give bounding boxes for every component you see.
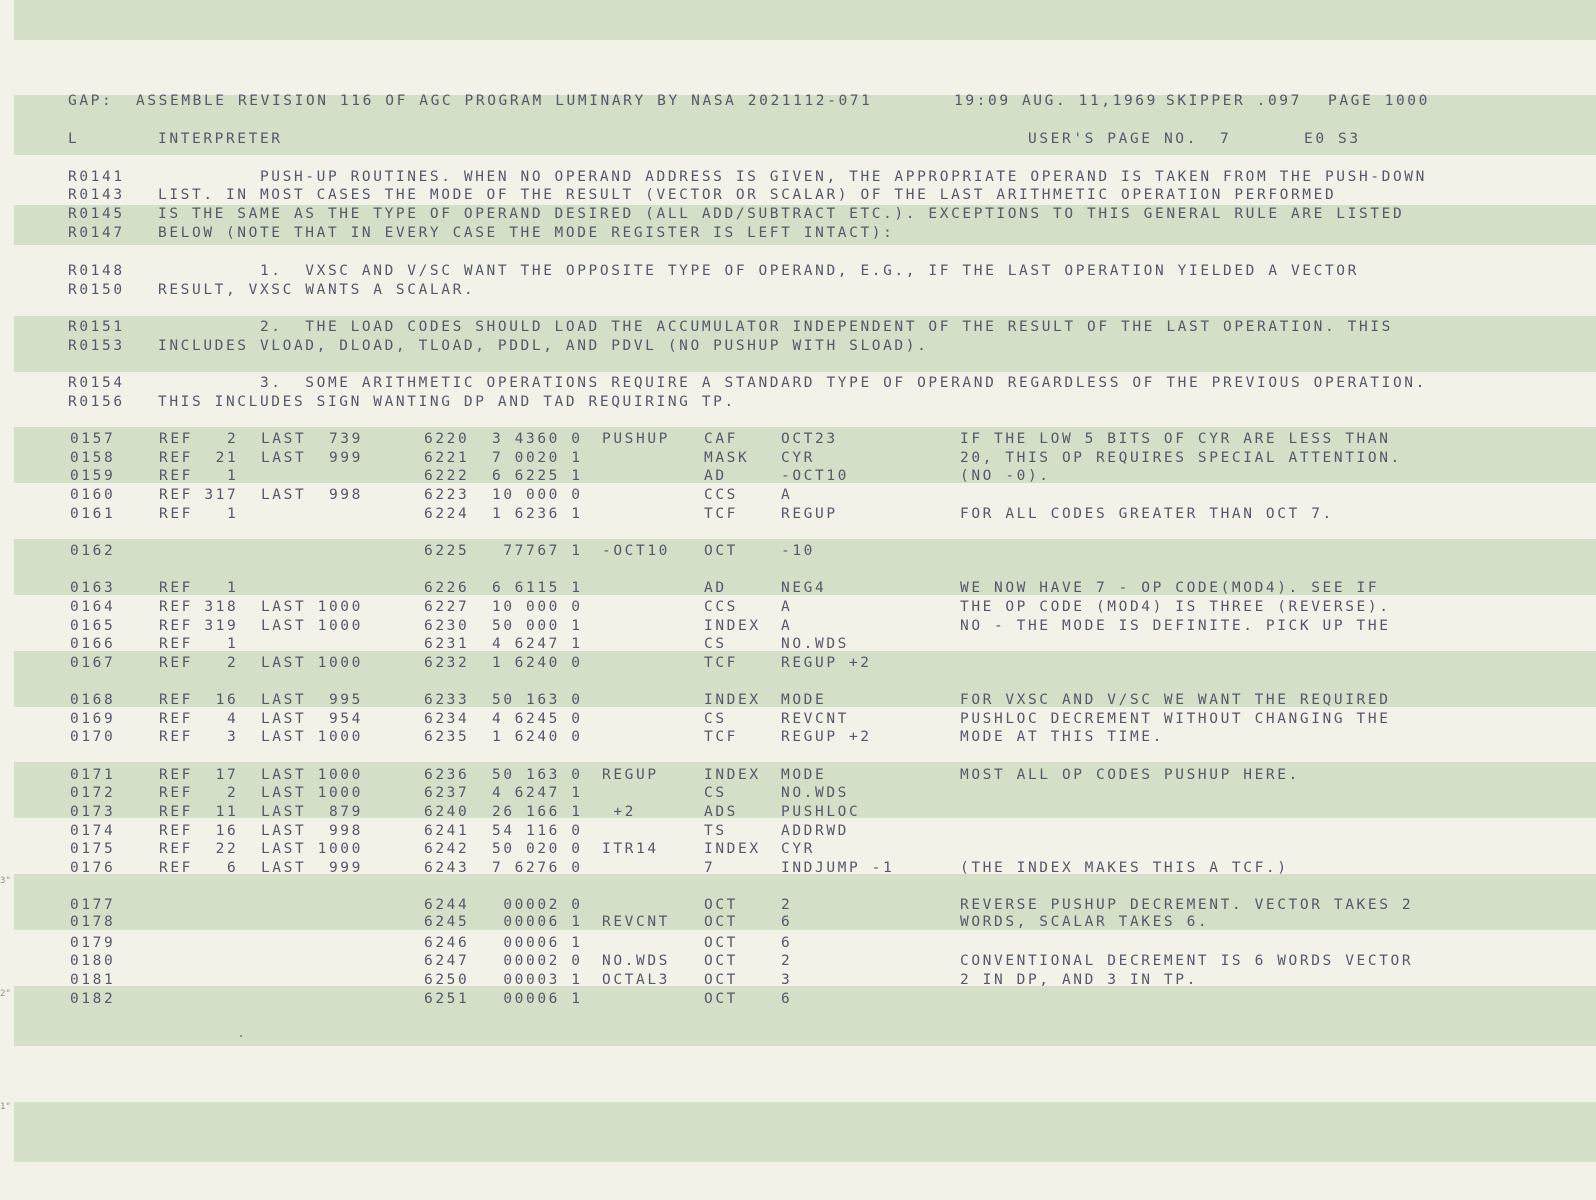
comment-line [68,262,1468,281]
operand: -OCT10 [781,468,849,484]
ref-info: REF 319 LAST 1000 [159,618,363,634]
comment-text: RESULT, VXSC WANTS A SCALAR. [158,282,476,298]
remark: REVERSE PUSHUP DECREMENT. VECTOR TAKES 2 [960,897,1414,913]
listing-row [14,971,1434,990]
card-number: R0153 [68,338,125,354]
address: 6237 [424,785,470,801]
address: 6247 [424,953,470,969]
listing-row [14,803,1434,822]
operand: REGUP [781,506,838,522]
line-number: 0167 [70,655,116,671]
octal-word: 00003 1 [492,972,583,988]
listing-row [14,486,1434,505]
address: 6232 [424,655,470,671]
octal-word: 1 6240 0 [492,729,583,745]
octal-word: 7 6276 0 [492,860,583,876]
listing-row [14,617,1434,636]
listing-row [14,784,1434,803]
card-number: R0141 [68,169,125,185]
opcode: CS [704,711,727,727]
statement-label: REVCNT [602,914,670,930]
comment-text: PUSH-UP ROUTINES. WHEN NO OPERAND ADDRESS IS GIVEN, THE APPROPRIATE OPERAND IS TAKEN FROM THE PUSH-DOWN [158,169,1427,185]
octal-word: 4 6247 1 [492,636,583,652]
octal-word: 00006 1 [492,935,583,951]
operand: CYR [781,841,815,857]
operand: ADDRWD [781,823,849,839]
listing-row [14,934,1434,953]
octal-word: 54 116 0 [492,823,583,839]
opcode: CCS [704,487,738,503]
listing-row [14,467,1434,486]
comment-line [68,186,1468,205]
statement-label: NO.WDS [602,953,670,969]
line-number: 0180 [70,953,116,969]
listing-row [14,913,1434,932]
operand: 6 [781,914,793,930]
operand: NEG4 [781,580,827,596]
opcode: CS [704,636,727,652]
line-number: 0177 [70,897,116,913]
opcode: TCF [704,506,738,522]
card-number: R0151 [68,319,125,335]
card-number: R0154 [68,375,125,391]
operand: PUSHLOC [781,804,861,820]
remark: IF THE LOW 5 BITS OF CYR ARE LESS THAN [960,431,1391,447]
address: 6222 [424,468,470,484]
octal-word: 26 166 1 [492,804,583,820]
address: 6243 [424,860,470,876]
address: 6221 [424,450,470,466]
ref-info: REF 16 LAST 998 [159,823,363,839]
card-number: R0143 [68,187,125,203]
octal-word: 00002 0 [492,897,583,913]
address: 6251 [424,991,470,1007]
octal-word: 50 020 0 [492,841,583,857]
comment-text: IS THE SAME AS THE TYPE OF OPERAND DESIRED (ALL ADD/SUBTRACT ETC.). EXCEPTIONS TO THIS GENERAL RULE ARE LISTED [158,206,1405,222]
line-number: 0165 [70,618,116,634]
octal-word: 1 6236 1 [492,506,583,522]
opcode: CCS [704,599,738,615]
opcode: INDEX [704,692,761,708]
comment-text: 3. SOME ARITHMETIC OPERATIONS REQUIRE A STANDARD TYPE OF OPERAND REGARDLESS OF THE PREVIOUS OPERATION. [158,375,1427,391]
octal-word: 10 000 0 [492,599,583,615]
octal-word: 1 6240 0 [492,655,583,671]
listing-row [14,952,1434,971]
card-number: R0147 [68,225,125,241]
address: 6223 [424,487,470,503]
ref-info: REF 2 LAST 739 [159,431,363,447]
listing-row [14,579,1434,598]
octal-word: 50 163 0 [492,767,583,783]
remark: MOST ALL OP CODES PUSHUP HERE. [960,767,1300,783]
comment-line [68,205,1468,224]
ref-info: REF 1 [159,636,239,652]
opcode: AD [704,468,727,484]
statement-label: OCTAL3 [602,972,670,988]
comment-text: 2. THE LOAD CODES SHOULD LOAD THE ACCUMULATOR INDEPENDENT OF THE RESULT OF THE LAST OPERATION. THIS [158,319,1393,335]
listing-row [14,449,1434,468]
opcode: CAF [704,431,738,447]
remark: MODE AT THIS TIME. [960,729,1164,745]
line-number: 0179 [70,935,116,951]
card-number: R0156 [68,394,125,410]
octal-word: 3 4360 0 [492,431,583,447]
comment-text: 1. VXSC AND V/SC WANT THE OPPOSITE TYPE OF OPERAND, E.G., IF THE LAST OPERATION YIELDED A VECTOR [158,263,1359,279]
ref-info: REF 1 [159,468,239,484]
line-number: 0162 [70,543,116,559]
ref-info: REF 6 LAST 999 [159,860,363,876]
comment-line [68,374,1468,393]
section-header [68,130,1448,149]
card-number: R0145 [68,206,125,222]
opcode: INDEX [704,618,761,634]
printout-sheet [14,0,1596,1200]
octal-word: 77767 1 [492,543,583,559]
remark: WE NOW HAVE 7 - OP CODE(MOD4). SEE IF [960,580,1380,596]
octal-word: 6 6115 1 [492,580,583,596]
page-header [68,92,1448,111]
line-number: 0171 [70,767,116,783]
opcode: OCT [704,914,738,930]
address: 6233 [424,692,470,708]
address: 6225 [424,543,470,559]
octal-word: 50 163 0 [492,692,583,708]
operand: MODE [781,767,827,783]
operand: A [781,599,793,615]
margin-mark: 2" [0,989,11,999]
comment-text: INCLUDES VLOAD, DLOAD, TLOAD, PDDL, AND PDVL (NO PUSHUP WITH SLOAD). [158,338,929,354]
address: 6224 [424,506,470,522]
address: 6240 [424,804,470,820]
section-title: INTERPRETER [158,131,283,147]
operand: A [781,487,793,503]
line-number: 0159 [70,468,116,484]
octal-word: 10 000 0 [492,487,583,503]
operand: 2 [781,897,793,913]
octal-word: 50 000 1 [492,618,583,634]
line-number: 0158 [70,450,116,466]
operand: CYR [781,450,815,466]
card-number: R0148 [68,263,125,279]
remark: NO - THE MODE IS DEFINITE. PICK UP THE [960,618,1391,634]
line-number: 0181 [70,972,116,988]
ref-info: REF 317 LAST 998 [159,487,363,503]
remark: PUSHLOC DECREMENT WITHOUT CHANGING THE [960,711,1391,727]
opcode: TS [704,823,727,839]
comment-text: THIS INCLUDES SIGN WANTING DP AND TAD REQUIRING TP. [158,394,736,410]
listing-row [14,542,1434,561]
page-number: PAGE 1000 [1328,93,1430,109]
statement-label: REGUP [602,767,659,783]
ref-info: REF 2 LAST 1000 [159,655,363,671]
comment-line [68,168,1468,187]
opcode: INDEX [704,767,761,783]
remark: (THE INDEX MAKES THIS A TCF.) [960,860,1289,876]
opcode: OCT [704,935,738,951]
listing-row [14,598,1434,617]
opcode: INDEX [704,841,761,857]
address: 6236 [424,767,470,783]
operand: REGUP +2 [781,655,872,671]
operand: REVCNT [781,711,849,727]
opcode: TCF [704,655,738,671]
ref-info: REF 17 LAST 1000 [159,767,363,783]
remark: FOR VXSC AND V/SC WE WANT THE REQUIRED [960,692,1391,708]
comment-line [68,224,1468,243]
comment-text: LIST. IN MOST CASES THE MODE OF THE RESULT (VECTOR OR SCALAR) OF THE LAST ARITHMETIC OPERATION PERFORMED [158,187,1337,203]
remark: (NO -0). [960,468,1051,484]
listing-row [14,430,1434,449]
operand: NO.WDS [781,785,849,801]
address: 6242 [424,841,470,857]
octal-word: 4 6247 1 [492,785,583,801]
users-page-label: USER'S PAGE NO. [1028,131,1198,147]
statement-label: +2 [602,804,636,820]
operand: -10 [781,543,815,559]
ref-info: REF 3 LAST 1000 [159,729,363,745]
section-code: E0 S3 [1304,131,1361,147]
address: 6250 [424,972,470,988]
section-marker: L [68,131,80,147]
octal-word: 7 0020 1 [492,450,583,466]
remark: FOR ALL CODES GREATER THAN OCT 7. [960,506,1334,522]
listing-row [14,990,1434,1009]
opcode: AD [704,580,727,596]
line-number: 0178 [70,914,116,930]
line-number: 0168 [70,692,116,708]
line-number: 0169 [70,711,116,727]
ref-info: REF 318 LAST 1000 [159,599,363,615]
gap-label: GAP: [68,93,114,109]
statement-label: PUSHUP [602,431,670,447]
margin-mark: 1" [0,1102,11,1112]
opcode: OCT [704,897,738,913]
listing-row [14,505,1434,524]
listing-row [14,654,1434,673]
address: 6230 [424,618,470,634]
octal-word: 00002 0 [492,953,583,969]
operand: REGUP +2 [781,729,872,745]
margin-mark: 3" [0,876,11,886]
comment-line [68,318,1468,337]
octal-word: 6 6225 1 [492,468,583,484]
operand: NO.WDS [781,636,849,652]
address: 6246 [424,935,470,951]
comment-line [68,281,1468,300]
opcode: OCT [704,543,738,559]
opcode: OCT [704,953,738,969]
address: 6220 [424,431,470,447]
ref-info: REF 21 LAST 999 [159,450,363,466]
ref-info: REF 2 LAST 1000 [159,785,363,801]
comment-text: BELOW (NOTE THAT IN EVERY CASE THE MODE REGISTER IS LEFT INTACT): [158,225,895,241]
line-number: 0161 [70,506,116,522]
line-number: 0166 [70,636,116,652]
opcode: OCT [704,972,738,988]
opcode: 7 [704,860,716,876]
address: 6235 [424,729,470,745]
operand: 2 [781,953,793,969]
statement-label: ITR14 [602,841,659,857]
line-number: 0160 [70,487,116,503]
ref-info: REF 1 [159,506,239,522]
address: 6245 [424,914,470,930]
operand: INDJUMP -1 [781,860,895,876]
listing-row [14,822,1434,841]
address: 6227 [424,599,470,615]
listing-row [14,766,1434,785]
line-number: 0173 [70,804,116,820]
opcode: TCF [704,729,738,745]
card-number: R0150 [68,282,125,298]
ref-info: REF 22 LAST 1000 [159,841,363,857]
operand: A [781,618,793,634]
comment-line [68,337,1468,356]
operand: 6 [781,935,793,951]
ref-info: REF 16 LAST 995 [159,692,363,708]
listing-row [14,710,1434,729]
green-bar [14,0,1596,40]
line-number: 0170 [70,729,116,745]
line-number: 0157 [70,431,116,447]
operand: 3 [781,972,793,988]
address: 6244 [424,897,470,913]
comment-line [68,393,1468,412]
opcode: CS [704,785,727,801]
listing-row [14,728,1434,747]
paper-speck [240,1035,242,1037]
address: 6226 [424,580,470,596]
remark: 20, THIS OP REQUIRES SPECIAL ATTENTION. [960,450,1402,466]
operand: OCT23 [781,431,838,447]
octal-word: 00006 1 [492,991,583,1007]
remark: WORDS, SCALAR TAKES 6. [960,914,1210,930]
listing-row [14,859,1434,878]
operand: MODE [781,692,827,708]
address: 6234 [424,711,470,727]
opcode: OCT [704,991,738,1007]
user-name: SKIPPER .097 [1166,93,1302,109]
statement-label: -OCT10 [602,543,670,559]
line-number: 0174 [70,823,116,839]
timestamp: 19:09 AUG. 11,1969 [954,93,1158,109]
line-number: 0164 [70,599,116,615]
remark: 2 IN DP, AND 3 IN TP. [960,972,1198,988]
assembly-title: ASSEMBLE REVISION 116 OF AGC PROGRAM LUMINARY BY NASA 2021112-071 [136,93,873,109]
octal-word: 00006 1 [492,914,583,930]
address: 6241 [424,823,470,839]
listing-row [14,840,1434,859]
line-number: 0172 [70,785,116,801]
opcode: ADS [704,804,738,820]
line-number: 0182 [70,991,116,1007]
green-bar [14,1102,1596,1162]
operand: 6 [781,991,793,1007]
ref-info: REF 1 [159,580,239,596]
line-number: 0175 [70,841,116,857]
address: 6231 [424,636,470,652]
ref-info: REF 4 LAST 954 [159,711,363,727]
remark: THE OP CODE (MOD4) IS THREE (REVERSE). [960,599,1391,615]
octal-word: 4 6245 0 [492,711,583,727]
ref-info: REF 11 LAST 879 [159,804,363,820]
listing-row [14,691,1434,710]
users-page-number: 7 [1220,131,1232,147]
line-number: 0176 [70,860,116,876]
opcode: MASK [704,450,750,466]
line-number: 0163 [70,580,116,596]
listing-row [14,635,1434,654]
remark: CONVENTIONAL DECREMENT IS 6 WORDS VECTOR [960,953,1414,969]
